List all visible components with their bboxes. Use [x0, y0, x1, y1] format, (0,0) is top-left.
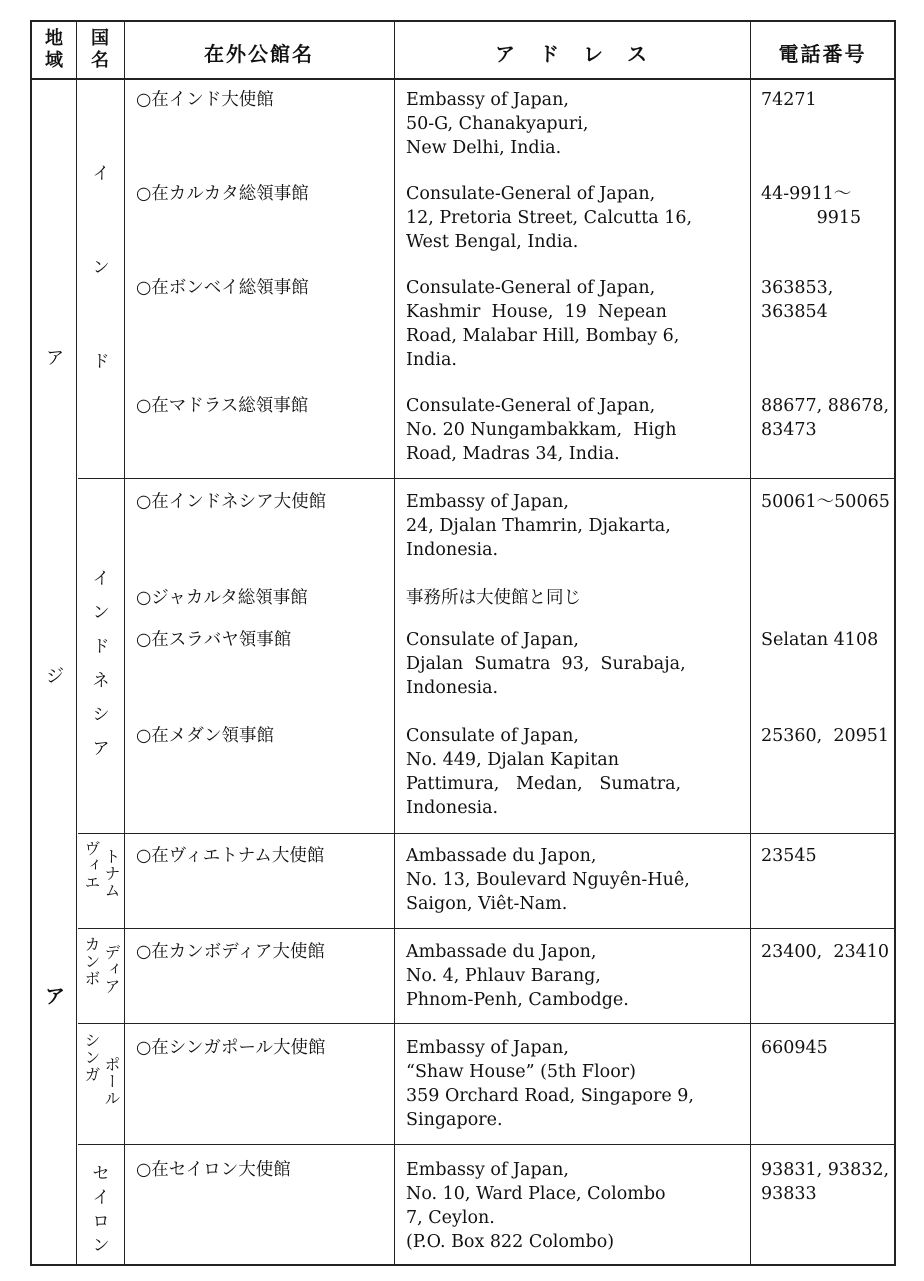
column-divider — [76, 22, 77, 1266]
office-address: Ambassade du Japon, No. 13, Boulevard Nguyên-Huê, Saigon, Viêt-Nam. — [406, 846, 690, 914]
header-phone: 電話番号 — [778, 42, 867, 66]
office-phone: 23400, 23410 — [761, 942, 890, 962]
office-address: Consulate of Japan, No. 449, Djalan Kapitan Pattimura, Medan, Sumatra, Indonesia. — [406, 726, 682, 818]
office-name: ○在スラバヤ領事館 — [136, 630, 292, 650]
office-phone: 50061～50065 — [761, 492, 890, 512]
office-address: Embassy of Japan, 24, Djalan Thamrin, Djakarta, Indonesia. — [406, 492, 671, 560]
region-char: ア — [45, 984, 65, 1008]
office-name: ○在セイロン大使館 — [136, 1160, 291, 1180]
country-indonesia: イ ン ド ネ シ ア — [92, 569, 110, 759]
region-char: ジ — [46, 666, 64, 687]
row-divider — [78, 928, 894, 929]
country-india: イ ン ド — [92, 164, 110, 372]
country-vietnam-col2: トナム — [102, 848, 121, 899]
office-name: ○在シンガポール大使館 — [136, 1038, 326, 1058]
office-address: Embassy of Japan, “Shaw House” (5th Floor) 359 Orchard Road, Singapore 9, Singapore. — [406, 1038, 694, 1130]
header-region: 地域 — [45, 28, 63, 71]
embassy-table — [30, 20, 896, 1266]
office-name: ○在カルカタ総領事館 — [136, 184, 309, 204]
office-name: ○在カンボディア大使館 — [136, 942, 325, 962]
header-office: 在外公館名 — [204, 42, 314, 66]
row-divider — [78, 1144, 894, 1145]
office-address: 事務所は大使館と同じ — [406, 588, 581, 608]
header-address: ア ド レ ス — [495, 42, 649, 66]
office-name: ○在メダン領事館 — [136, 726, 274, 746]
office-phone: 93831, 93832, 93833 — [761, 1160, 890, 1204]
office-phone: 25360, 20951 — [761, 726, 890, 746]
office-phone: 23545 — [761, 846, 817, 866]
office-address: Consulate-General of Japan, No. 20 Nungambakkam, High Road, Madras 34, India. — [406, 396, 677, 464]
office-address: Embassy of Japan, No. 10, Ward Place, Colombo 7, Ceylon. (P.O. Box 822 Colombo) — [406, 1160, 666, 1252]
header-rule — [32, 78, 894, 80]
country-cambodia-col2: ディア — [102, 944, 121, 995]
office-phone: 44-9911～ 9915 — [761, 184, 862, 228]
office-address: Consulate-General of Japan, 12, Pretoria Street, Calcutta 16, West Bengal, India. — [406, 184, 693, 252]
office-name: ○在インド大使館 — [136, 90, 274, 110]
row-divider — [78, 833, 894, 834]
office-address: Consulate-General of Japan, Kashmir House, 19 Nepean Road, Malabar Hill, Bombay 6, India. — [406, 278, 680, 370]
column-divider — [124, 22, 125, 1266]
column-divider — [394, 22, 395, 1266]
office-name: ○在マドラス総領事館 — [136, 396, 309, 416]
row-divider — [78, 478, 894, 479]
header-country: 国名 — [91, 28, 109, 71]
country-cambodia-col1: カンボ — [82, 936, 101, 987]
office-phone: 74271 — [761, 90, 817, 110]
region-char: ア — [46, 348, 64, 369]
office-address: Consulate of Japan, Djalan Sumatra 93, Surabaja, Indonesia. — [406, 630, 686, 698]
office-name: ○在ヴィエトナム大使館 — [136, 846, 325, 866]
office-name: ○在インドネシア大使館 — [136, 492, 327, 512]
column-divider — [750, 22, 751, 1266]
row-divider — [78, 1023, 894, 1024]
office-phone: Selatan 4108 — [761, 630, 879, 650]
office-phone: 363853, 363854 — [761, 278, 834, 322]
country-ceylon: セ イ ロ ン — [92, 1164, 110, 1256]
office-phone: 88677, 88678, 83473 — [761, 396, 890, 440]
country-singapore-col2: ポール — [102, 1056, 121, 1107]
office-phone: 660945 — [761, 1038, 828, 1058]
country-vietnam-col1: ヴィエ — [82, 840, 101, 891]
country-singapore-col1: シンガ — [82, 1032, 101, 1083]
office-address: Embassy of Japan, 50-G, Chanakyapuri, New Delhi, India. — [406, 90, 589, 158]
office-name: ○在ボンベイ総領事館 — [136, 278, 309, 298]
office-name: ○ジャカルタ総領事館 — [136, 588, 308, 608]
office-address: Ambassade du Japon, No. 4, Phlauv Barang, Phnom-Penh, Cambodge. — [406, 942, 629, 1010]
